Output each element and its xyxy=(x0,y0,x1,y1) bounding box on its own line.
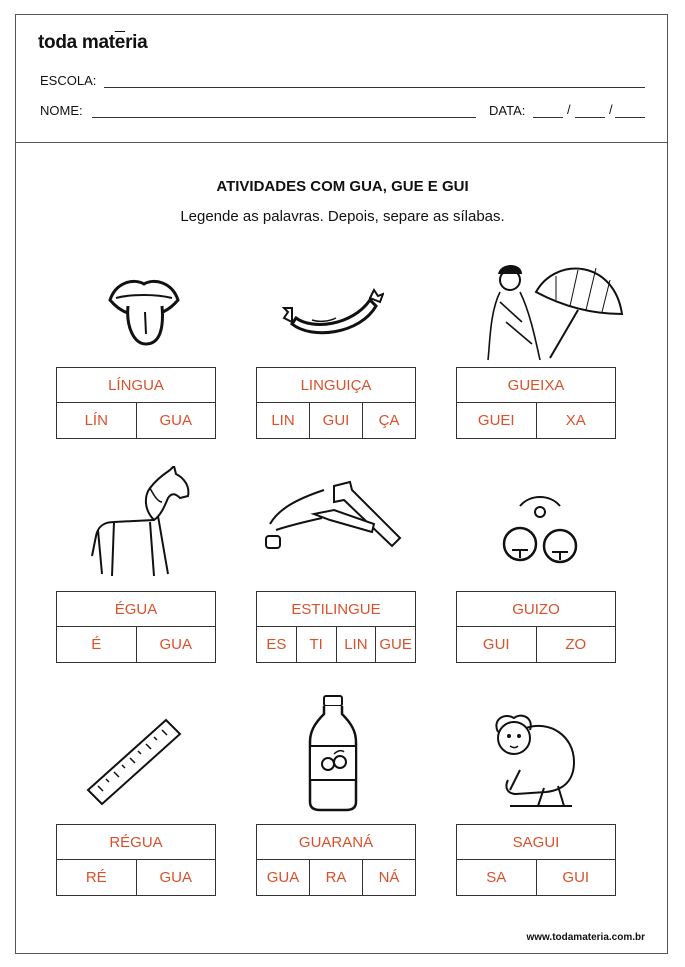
date-year-field[interactable] xyxy=(615,117,645,118)
name-label: NOME: xyxy=(40,103,83,118)
slingshot-icon xyxy=(264,480,404,552)
ruler-icon xyxy=(86,716,182,808)
syllable-cell: XA xyxy=(536,403,616,438)
date-month-field[interactable] xyxy=(575,117,605,118)
syllable-cell: LIN xyxy=(271,412,295,429)
syllable-cell: ZO xyxy=(536,627,616,662)
word-label: ESTILINGUE xyxy=(257,592,415,627)
date-label: DATA: xyxy=(489,103,526,118)
word-card xyxy=(456,824,616,896)
sausage-icon xyxy=(282,284,384,340)
word-label: RÉGUA xyxy=(57,825,215,860)
syllable-cell: RÉ xyxy=(85,869,107,886)
syllable-cell: LIN xyxy=(336,627,376,662)
syllable-cell: GUI xyxy=(309,403,362,438)
syllable-cell: RA xyxy=(309,860,362,895)
geisha-icon xyxy=(486,262,626,362)
syllable-cell: GUI xyxy=(482,636,510,653)
syllable-cell: NÁ xyxy=(362,860,415,895)
word-label: SAGUI xyxy=(457,825,615,860)
bells-icon xyxy=(500,496,580,564)
word-card xyxy=(56,367,216,439)
syllable-cell: TI xyxy=(296,627,336,662)
school-label: ESCOLA: xyxy=(40,73,97,88)
word-card xyxy=(56,591,216,663)
school-field[interactable] xyxy=(104,87,645,88)
syllable-cell: ÇA xyxy=(362,403,415,438)
word-label: LÍNGUA xyxy=(57,368,215,403)
syllable-cell: SA xyxy=(486,869,507,886)
syllable-cell: LÍN xyxy=(84,412,108,429)
word-label: ÉGUA xyxy=(57,592,215,627)
word-label: LINGUIÇA xyxy=(257,368,415,403)
word-card xyxy=(456,591,616,663)
header-separator xyxy=(15,142,668,143)
date-separator: / xyxy=(609,102,613,117)
word-card xyxy=(256,367,416,439)
worksheet-title: ATIVIDADES COM GUA, GUE E GUI xyxy=(216,178,469,195)
horse-icon xyxy=(84,466,192,580)
word-label: GUEIXA xyxy=(457,368,615,403)
syllable-cell: GUI xyxy=(536,860,616,895)
worksheet-instructions: Legende as palavras. Depois, separe as sílabas. xyxy=(180,208,505,225)
syllable-cell: GUA xyxy=(136,403,216,438)
date-day-field[interactable] xyxy=(533,117,563,118)
syllable-cell: GUA xyxy=(136,860,216,895)
word-label: GUARANÁ xyxy=(257,825,415,860)
word-label: GUIZO xyxy=(457,592,615,627)
word-card xyxy=(256,824,416,896)
syllable-cell: É xyxy=(91,636,102,653)
syllable-cell: GUEI xyxy=(477,412,515,429)
syllable-cell: ES xyxy=(266,636,287,653)
marmoset-icon xyxy=(490,710,580,810)
name-field[interactable] xyxy=(92,117,476,118)
syllable-cell: GUA xyxy=(136,627,216,662)
word-card xyxy=(56,824,216,896)
word-card xyxy=(256,591,416,663)
tongue-icon xyxy=(106,272,182,350)
word-card xyxy=(456,367,616,439)
soda-bottle-icon xyxy=(306,694,360,812)
syllable-cell: GUA xyxy=(266,869,300,886)
date-separator: / xyxy=(567,102,571,117)
brand-logo: toda $mat\overline{e}ria$ xyxy=(38,32,148,53)
footer-url: www.todamateria.com.br xyxy=(526,932,645,943)
syllable-cell: GUE xyxy=(375,627,415,662)
